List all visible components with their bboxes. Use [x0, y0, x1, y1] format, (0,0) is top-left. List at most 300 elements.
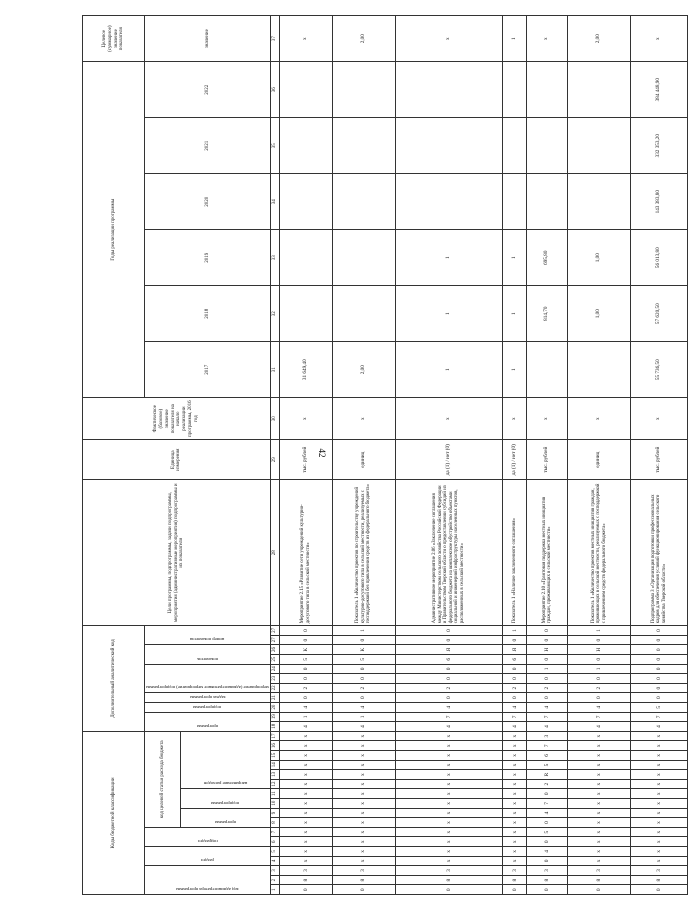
- goal-cell: Мероприятие 2.15 «Развитие сети учреждений культурно-досугового типа в сельской местности»: [279, 480, 332, 626]
- year-value-cell: [527, 118, 568, 174]
- year-value-cell: 1,00: [568, 230, 631, 286]
- year-value-cell: 1: [503, 230, 527, 286]
- code-cell: 8: [503, 875, 527, 885]
- column-number-row: [270, 16, 279, 895]
- unit-cell: тыс. рублей: [527, 440, 568, 480]
- code-cell: х: [630, 837, 687, 847]
- code-cell: х: [279, 837, 332, 847]
- code-cell: 7: [503, 712, 527, 722]
- code-cell: х: [630, 847, 687, 857]
- code-cell: 0: [630, 664, 687, 674]
- year-value-cell: [568, 174, 631, 230]
- code-cell: х: [395, 847, 503, 857]
- code-cell: х: [630, 760, 687, 770]
- code-cell: х: [332, 770, 395, 780]
- code-cell: R: [527, 770, 568, 780]
- code-cell: х: [568, 751, 631, 761]
- code-cell: 1: [568, 626, 631, 636]
- code-cell: 1: [527, 664, 568, 674]
- code-cell: 1: [279, 712, 332, 722]
- direction-header: направление расходов: [203, 781, 247, 787]
- code-cell: х: [279, 856, 332, 866]
- column-number: 24: [270, 664, 279, 674]
- code-cell: 0: [395, 626, 503, 636]
- program-header: программа: [214, 819, 236, 825]
- code-cell: 0: [395, 885, 503, 895]
- code-cell: 0: [527, 885, 568, 895]
- year-2019-header: 2019: [145, 230, 271, 286]
- code-cell: 2: [527, 683, 568, 693]
- goal-cell: Показатель 1 «Наличие заключенного соглашения»: [503, 480, 527, 626]
- code-cell: х: [395, 770, 503, 780]
- column-number: 4: [270, 856, 279, 866]
- code-cell: 3: [503, 866, 527, 876]
- year-value-cell: [332, 286, 395, 342]
- extra-indicator-header: показатель: [196, 656, 218, 662]
- code-cell: 3: [395, 866, 503, 876]
- code-cell: 0: [630, 635, 687, 645]
- code-cell: 8: [279, 875, 332, 885]
- year-2017-header: 2017: [145, 342, 271, 398]
- code-cell: 0: [332, 693, 395, 703]
- unit-cell: единиц: [332, 440, 395, 480]
- column-number: 15: [270, 751, 279, 761]
- code-cell: 0: [503, 693, 527, 703]
- code-cell: х: [503, 741, 527, 751]
- code-cell: х: [503, 731, 527, 741]
- code-cell: х: [332, 789, 395, 799]
- subprogram-header: подпрограмма: [211, 800, 240, 806]
- column-number: 1: [270, 885, 279, 895]
- code-cell: х: [568, 847, 631, 857]
- code-cell: х: [568, 731, 631, 741]
- goal-header: Цели программы, подпрограммы, задачи подпрограммы, мероприятия (административные мероприятия) подпрограммы и их показатели: [83, 480, 271, 626]
- code-cell: 0: [527, 693, 568, 703]
- code-cell: Н: [527, 645, 568, 655]
- column-number: 35: [270, 118, 279, 174]
- code-cell: х: [630, 789, 687, 799]
- column-number: 30: [270, 398, 279, 440]
- code-cell: х: [395, 837, 503, 847]
- code-cell: х: [332, 741, 395, 751]
- fact-cell: х: [527, 398, 568, 440]
- table-row: [503, 16, 527, 895]
- code-cell: 0: [503, 674, 527, 684]
- column-number: 28: [270, 480, 279, 626]
- year-value-cell: 1: [503, 286, 527, 342]
- code-cell: х: [279, 741, 332, 751]
- code-cell: 4: [279, 702, 332, 712]
- code-cell: 4: [527, 847, 568, 857]
- year-value-cell: [503, 174, 527, 230]
- code-cell: х: [503, 799, 527, 809]
- code-cell: 8: [527, 875, 568, 885]
- code-cell: х: [395, 808, 503, 818]
- code-cell: х: [630, 856, 687, 866]
- code-cell: 0: [568, 635, 631, 645]
- code-cell: х: [568, 741, 631, 751]
- code-cell: 4: [527, 808, 568, 818]
- code-cell: 0: [527, 856, 568, 866]
- year-value-cell: [332, 62, 395, 118]
- code-cell: 4: [527, 722, 568, 732]
- extra-program-header: программа: [196, 723, 218, 729]
- code-cell: 0: [568, 655, 631, 665]
- value-header: значение: [145, 16, 271, 62]
- code-cell: 0: [527, 789, 568, 799]
- column-number: 31: [270, 342, 279, 398]
- code-cell: 0: [568, 674, 631, 684]
- unit-cell: тыс. рублей: [279, 440, 332, 480]
- code-cell: х: [332, 827, 395, 837]
- column-number: 2: [270, 875, 279, 885]
- code-cell: х: [503, 837, 527, 847]
- code-cell: х: [395, 760, 503, 770]
- column-number: 13: [270, 770, 279, 780]
- fact-header: Фактическое (базовое) значение показателя на начало реализации программы, 2016 год: [83, 398, 271, 440]
- table-row: [332, 16, 395, 895]
- target-value-cell: х: [395, 16, 503, 62]
- year-value-cell: 332 353,20: [630, 118, 687, 174]
- code-cell: х: [395, 856, 503, 866]
- extra-code-header: Дополнительный аналитический код: [83, 626, 145, 732]
- code-cell: 7: [395, 712, 503, 722]
- code-cell: 0: [527, 674, 568, 684]
- code-cell: х: [503, 760, 527, 770]
- code-cell: 5: [630, 702, 687, 712]
- page-number: 42: [317, 448, 327, 458]
- code-cell: 4: [568, 702, 631, 712]
- code-cell: 0: [279, 674, 332, 684]
- code-cell: 1: [503, 626, 527, 636]
- target-value-cell: 2,00: [332, 16, 395, 62]
- code-cell: х: [279, 847, 332, 857]
- code-cell: х: [568, 818, 631, 828]
- code-cell: 7: [568, 712, 631, 722]
- code-cell: 0: [527, 837, 568, 847]
- code-cell: 0: [630, 626, 687, 636]
- code-cell: х: [395, 751, 503, 761]
- year-value-cell: 56 013,80: [630, 230, 687, 286]
- column-number: 9: [270, 808, 279, 818]
- code-cell: х: [332, 837, 395, 847]
- year-value-cell: 384 448,90: [630, 62, 687, 118]
- column-number: 33: [270, 230, 279, 286]
- code-cell: 4: [395, 722, 503, 732]
- year-value-cell: [527, 342, 568, 398]
- column-number: 20: [270, 702, 279, 712]
- column-number: 22: [270, 683, 279, 693]
- code-cell: 8: [568, 875, 631, 885]
- code-cell: х: [395, 731, 503, 741]
- code-cell: х: [503, 847, 527, 857]
- year-value-cell: [503, 118, 527, 174]
- code-cell: х: [395, 779, 503, 789]
- code-cell: 7: [630, 712, 687, 722]
- code-cell: х: [332, 818, 395, 828]
- code-cell: 7: [527, 712, 568, 722]
- unit-cell: да (1) / нет (0): [395, 440, 503, 480]
- table-row: [568, 16, 631, 895]
- code-cell: 0: [279, 635, 332, 645]
- code-cell: х: [630, 770, 687, 780]
- code-cell: 3: [630, 866, 687, 876]
- code-cell: 0: [279, 693, 332, 703]
- code-cell: 0: [279, 885, 332, 895]
- table-row: [395, 16, 503, 895]
- code-cell: 3: [527, 731, 568, 741]
- budget-codes-header: Коды бюджетной классификации: [83, 731, 145, 894]
- code-cell: х: [332, 856, 395, 866]
- code-cell: 0: [395, 693, 503, 703]
- code-cell: х: [568, 808, 631, 818]
- code-cell: 4: [332, 722, 395, 732]
- column-number: 21: [270, 693, 279, 703]
- code-cell: х: [332, 731, 395, 741]
- code-cell: 0: [568, 885, 631, 895]
- code-cell: 7: [527, 799, 568, 809]
- code-cell: 6: [395, 655, 503, 665]
- code-cell: 0: [395, 674, 503, 684]
- column-number: 18: [270, 722, 279, 732]
- code-cell: 0: [630, 693, 687, 703]
- goal-cell: Административное мероприятие 2.06 «Заключение соглашения между Министерством сельского хозяйства Российской Федерации и Правительством Тверской области о предоставлении субсидий из федерального бюджета на комплексное обустройство объектами социальной и инженерной инфраструктуры населенных пунктов, расположенных в сельской местности»: [395, 480, 503, 626]
- code-cell: х: [568, 827, 631, 837]
- code-cell: х: [630, 751, 687, 761]
- year-2020-header: 2020: [145, 174, 271, 230]
- column-number: 3: [270, 866, 279, 876]
- code-cell: 6: [503, 655, 527, 665]
- fact-cell: х: [279, 398, 332, 440]
- year-2018-header: 2018: [145, 286, 271, 342]
- code-cell: 0: [279, 664, 332, 674]
- code-cell: х: [332, 808, 395, 818]
- code-cell: 2: [279, 683, 332, 693]
- unit-cell: тыс. рублей: [630, 440, 687, 480]
- code-cell: 2: [568, 683, 631, 693]
- code-cell: х: [395, 741, 503, 751]
- target-article-header: код целевой статьи расхода бюджета: [145, 731, 181, 827]
- fact-cell: х: [630, 398, 687, 440]
- year-2022-header: 2022: [145, 62, 271, 118]
- table-row: [527, 16, 568, 895]
- code-cell: 3: [332, 866, 395, 876]
- code-cell: х: [332, 847, 395, 857]
- year-value-cell: [395, 62, 503, 118]
- code-cell: 0: [503, 635, 527, 645]
- code-cell: х: [568, 799, 631, 809]
- code-cell: х: [630, 779, 687, 789]
- code-cell: 0: [527, 626, 568, 636]
- column-number: 27: [270, 635, 279, 645]
- unit-cell: единиц: [568, 440, 631, 480]
- code-cell: 4: [395, 702, 503, 712]
- code-cell: х: [503, 856, 527, 866]
- year-value-cell: [503, 62, 527, 118]
- code-cell: 3: [568, 866, 631, 876]
- extra-subprogram-header: подпрограмма: [193, 704, 222, 710]
- code-cell: х: [395, 789, 503, 799]
- code-cell: х: [568, 779, 631, 789]
- column-number: 23: [270, 674, 279, 684]
- code-cell: х: [503, 818, 527, 828]
- code-cell: Я: [503, 645, 527, 655]
- code-cell: 5: [332, 655, 395, 665]
- code-cell: 0: [568, 693, 631, 703]
- year-value-cell: 55 736,50: [630, 342, 687, 398]
- code-cell: 0: [630, 645, 687, 655]
- column-number: 19: [270, 712, 279, 722]
- year-value-cell: [568, 62, 631, 118]
- code-cell: х: [279, 818, 332, 828]
- column-number: 6: [270, 837, 279, 847]
- year-2021-header: 2021: [145, 118, 271, 174]
- code-cell: х: [503, 751, 527, 761]
- code-cell: х: [279, 827, 332, 837]
- extra-measure-header: мероприятие (административное мероприятие) подпрограммы: [146, 685, 269, 691]
- extra-indicator-number-header: номер показателя: [190, 637, 225, 643]
- code-cell: 3: [527, 866, 568, 876]
- code-cell: х: [503, 827, 527, 837]
- code-cell: х: [503, 770, 527, 780]
- code-cell: х: [279, 770, 332, 780]
- code-cell: 0: [630, 655, 687, 665]
- column-number: 16: [270, 741, 279, 751]
- code-cell: х: [332, 751, 395, 761]
- subsection-header: подраздел: [197, 839, 218, 845]
- goal-cell: Мероприятие 2.10 «Грантовая поддержка местных инициатив граждан, проживающих в сельской местности»: [527, 480, 568, 626]
- code-cell: 2: [395, 683, 503, 693]
- year-value-cell: [279, 230, 332, 286]
- years-header: Годы реализации программы: [83, 62, 145, 398]
- year-value-cell: [395, 174, 503, 230]
- code-cell: 8: [332, 875, 395, 885]
- column-number: 27: [270, 626, 279, 636]
- target-value-cell: 1: [503, 16, 527, 62]
- code-cell: 8: [395, 875, 503, 885]
- code-cell: 5: [279, 655, 332, 665]
- column-number: 29: [270, 440, 279, 480]
- code-cell: 0: [503, 885, 527, 895]
- code-cell: х: [503, 808, 527, 818]
- admin-code-header: код администратора программы: [176, 887, 239, 892]
- column-number: 14: [270, 760, 279, 770]
- code-cell: 2: [332, 683, 395, 693]
- year-value-cell: [527, 174, 568, 230]
- code-cell: 0: [630, 885, 687, 895]
- unit-cell: да (1) / нет (0): [503, 440, 527, 480]
- column-number: 11: [270, 789, 279, 799]
- code-cell: 0: [527, 635, 568, 645]
- code-cell: 1: [568, 664, 631, 674]
- code-cell: х: [395, 818, 503, 828]
- code-cell: х: [279, 779, 332, 789]
- code-cell: 4: [568, 722, 631, 732]
- code-cell: х: [395, 799, 503, 809]
- target-value-cell: х: [279, 16, 332, 62]
- fact-cell: х: [568, 398, 631, 440]
- code-cell: х: [630, 799, 687, 809]
- column-number: 25: [270, 655, 279, 665]
- code-cell: 0: [332, 885, 395, 895]
- code-cell: х: [568, 789, 631, 799]
- year-value-cell: 1,00: [568, 286, 631, 342]
- code-cell: 0: [630, 683, 687, 693]
- column-number: 7: [270, 827, 279, 837]
- target-value-cell: х: [630, 16, 687, 62]
- table-row: [630, 16, 687, 895]
- year-value-cell: [527, 62, 568, 118]
- column-number: 32: [270, 286, 279, 342]
- target-header: Целевое (суммарное) значение показателя: [83, 16, 145, 62]
- code-cell: х: [630, 827, 687, 837]
- code-cell: 4: [630, 722, 687, 732]
- code-cell: 0: [630, 674, 687, 684]
- fact-cell: х: [332, 398, 395, 440]
- year-value-cell: 57 620,50: [630, 286, 687, 342]
- code-cell: 0: [395, 664, 503, 674]
- code-cell: х: [503, 789, 527, 799]
- code-cell: Я: [395, 645, 503, 655]
- code-cell: х: [568, 760, 631, 770]
- code-cell: 0: [395, 635, 503, 645]
- year-value-cell: [332, 118, 395, 174]
- code-cell: 3: [279, 866, 332, 876]
- code-cell: х: [568, 770, 631, 780]
- section-header: раздел: [201, 858, 214, 864]
- code-cell: х: [279, 751, 332, 761]
- budget-table: [82, 15, 688, 895]
- code-cell: х: [630, 731, 687, 741]
- code-cell: х: [630, 808, 687, 818]
- year-value-cell: [279, 174, 332, 230]
- column-number: 26: [270, 645, 279, 655]
- year-value-cell: 814,70: [527, 286, 568, 342]
- code-cell: 0: [332, 674, 395, 684]
- goal-cell: Подпрограмма 3 «Организация подготовки профессиональных кадров для обеспечения условий функционирования сельского хозяйства Тверской области»: [630, 480, 687, 626]
- column-number: 10: [270, 799, 279, 809]
- code-cell: х: [279, 789, 332, 799]
- code-cell: х: [332, 799, 395, 809]
- code-cell: Н: [568, 645, 631, 655]
- table-row: [279, 16, 332, 895]
- code-cell: х: [630, 741, 687, 751]
- code-cell: х: [630, 818, 687, 828]
- column-number: 8: [270, 818, 279, 828]
- code-cell: 1: [332, 626, 395, 636]
- unit-header: Единица измерения: [83, 440, 271, 480]
- year-value-cell: [568, 342, 631, 398]
- column-number: 37: [270, 16, 279, 62]
- code-cell: х: [503, 779, 527, 789]
- code-cell: х: [279, 799, 332, 809]
- code-cell: 0: [279, 626, 332, 636]
- extra-task-header: задача программы: [189, 694, 226, 700]
- code-cell: х: [568, 837, 631, 847]
- code-cell: х: [332, 779, 395, 789]
- code-cell: 4: [503, 722, 527, 732]
- code-cell: х: [279, 808, 332, 818]
- code-cell: 6: [527, 751, 568, 761]
- year-value-cell: [279, 286, 332, 342]
- code-cell: х: [395, 827, 503, 837]
- code-cell: х: [332, 760, 395, 770]
- year-value-cell: 2,00: [332, 342, 395, 398]
- column-number: 17: [270, 731, 279, 741]
- year-value-cell: [395, 118, 503, 174]
- goal-cell: Показатель 1 «Количество проектов местных инициатив граждан, проживающих в сельской местности, реализуемых с господдержкой с привлечением средств федерального бюджета»: [568, 480, 631, 626]
- code-cell: х: [279, 760, 332, 770]
